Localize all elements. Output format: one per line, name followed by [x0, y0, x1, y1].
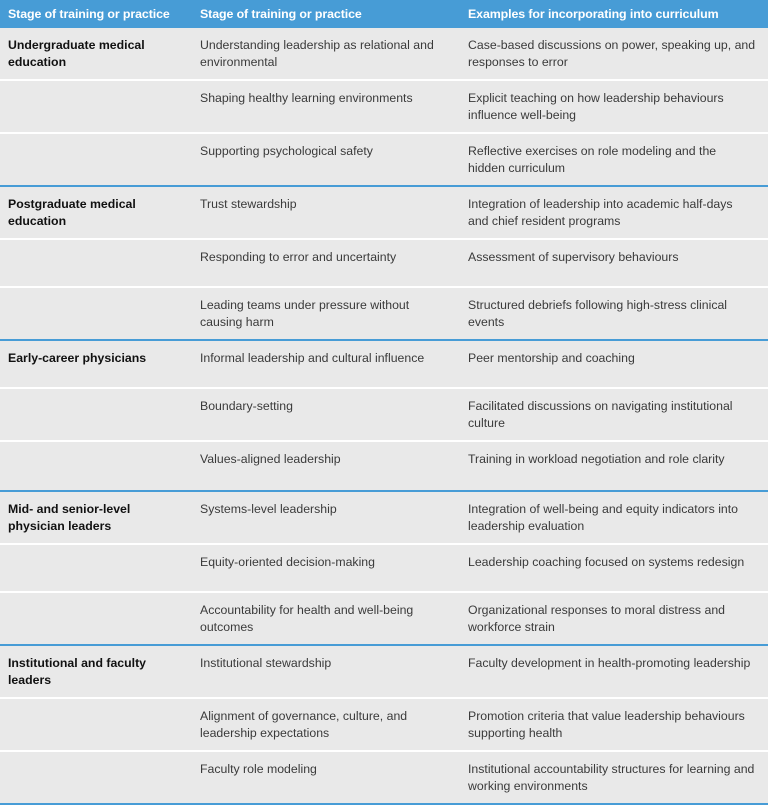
cell-example: Promotion criteria that value leadership behaviours supporting health [468, 709, 745, 740]
cell-example: Peer mentorship and coaching [468, 351, 635, 365]
table-row [0, 341, 768, 389]
table-group [0, 644, 768, 803]
cell-focus: Boundary-setting [200, 399, 293, 413]
cell-focus: Equity-oriented decision-making [200, 555, 375, 569]
cell-stage: Mid- and senior-level physician leaders [8, 502, 131, 533]
table-group [0, 28, 768, 185]
column-header-focus: Stage of training or practice [200, 7, 362, 21]
cell-focus: Faculty role modeling [200, 762, 317, 776]
cell-example: Structured debriefs following high-stress clinical events [468, 298, 728, 329]
table-row [0, 752, 768, 803]
cell-example: Leadership coaching focused on systems redesign [468, 555, 745, 569]
table-row [0, 545, 768, 593]
cell-example: Assessment of supervisory behaviours [468, 250, 679, 264]
cell-stage [0, 240, 192, 286]
cell-stage [0, 389, 192, 440]
table-group [0, 185, 768, 339]
cell-example: Faculty development in health-promoting leadership [468, 656, 751, 670]
cell-stage [0, 752, 192, 803]
cell-example: Explicit teaching on how leadership behaviours influence well-being [468, 91, 724, 122]
table-row [0, 699, 768, 752]
table-row [0, 389, 768, 442]
cell-example: Facilitated discussions on navigating institutional culture [468, 399, 733, 430]
cell-example: Reflective exercises on role modeling and the hidden curriculum [468, 144, 717, 175]
cell-focus: Shaping healthy learning environments [200, 91, 413, 105]
cell-focus: Accountability for health and well-being outcomes [200, 603, 414, 634]
cell-focus: Leading teams under pressure without causing harm [200, 298, 410, 329]
column-header-stage: Stage of training or practice [8, 7, 170, 21]
cell-stage: Undergraduate medical education [8, 38, 145, 69]
column-header-examples: Examples for incorporating into curriculum [468, 7, 719, 21]
cell-stage [0, 134, 192, 185]
cell-stage [0, 593, 192, 644]
table-row [0, 28, 768, 81]
table-row [0, 134, 768, 185]
table-body [0, 28, 768, 803]
cell-stage: Postgraduate medical education [8, 197, 136, 228]
table-group [0, 490, 768, 644]
table-row [0, 442, 768, 490]
cell-focus: Responding to error and uncertainty [200, 250, 397, 264]
table-row [0, 288, 768, 339]
table-row [0, 187, 768, 240]
table-row [0, 240, 768, 288]
cell-stage [0, 442, 192, 490]
cell-focus: Institutional stewardship [200, 656, 332, 670]
cell-example: Organizational responses to moral distress and workforce strain [468, 603, 725, 634]
cell-focus: Informal leadership and cultural influence [200, 351, 425, 365]
cell-stage: Institutional and faculty leaders [8, 656, 147, 687]
cell-example: Training in workload negotiation and role clarity [468, 452, 725, 466]
cell-stage [0, 545, 192, 591]
table-header-row [0, 0, 768, 28]
table-row [0, 81, 768, 134]
cell-example: Integration of well-being and equity indicators into leadership evaluation [468, 502, 739, 533]
cell-stage [0, 699, 192, 750]
cell-focus: Understanding leadership as relational and environmental [200, 38, 434, 69]
cell-focus: Supporting psychological safety [200, 144, 373, 158]
cell-example: Integration of leadership into academic half-days and chief resident programs [468, 197, 733, 228]
table-group [0, 339, 768, 490]
cell-focus: Values-aligned leadership [200, 452, 341, 466]
cell-focus: Alignment of governance, culture, and leadership expectations [200, 709, 408, 740]
table-row [0, 593, 768, 644]
cell-example: Case-based discussions on power, speaking up, and responses to error [468, 38, 756, 69]
cell-focus: Systems-level leadership [200, 502, 337, 516]
cell-stage: Early-career physicians [8, 351, 147, 365]
cell-stage [0, 81, 192, 132]
cell-stage [0, 288, 192, 339]
table-row [0, 646, 768, 699]
cell-focus: Trust stewardship [200, 197, 297, 211]
cell-example: Institutional accountability structures for learning and working environments [468, 762, 755, 793]
table-row [0, 492, 768, 545]
